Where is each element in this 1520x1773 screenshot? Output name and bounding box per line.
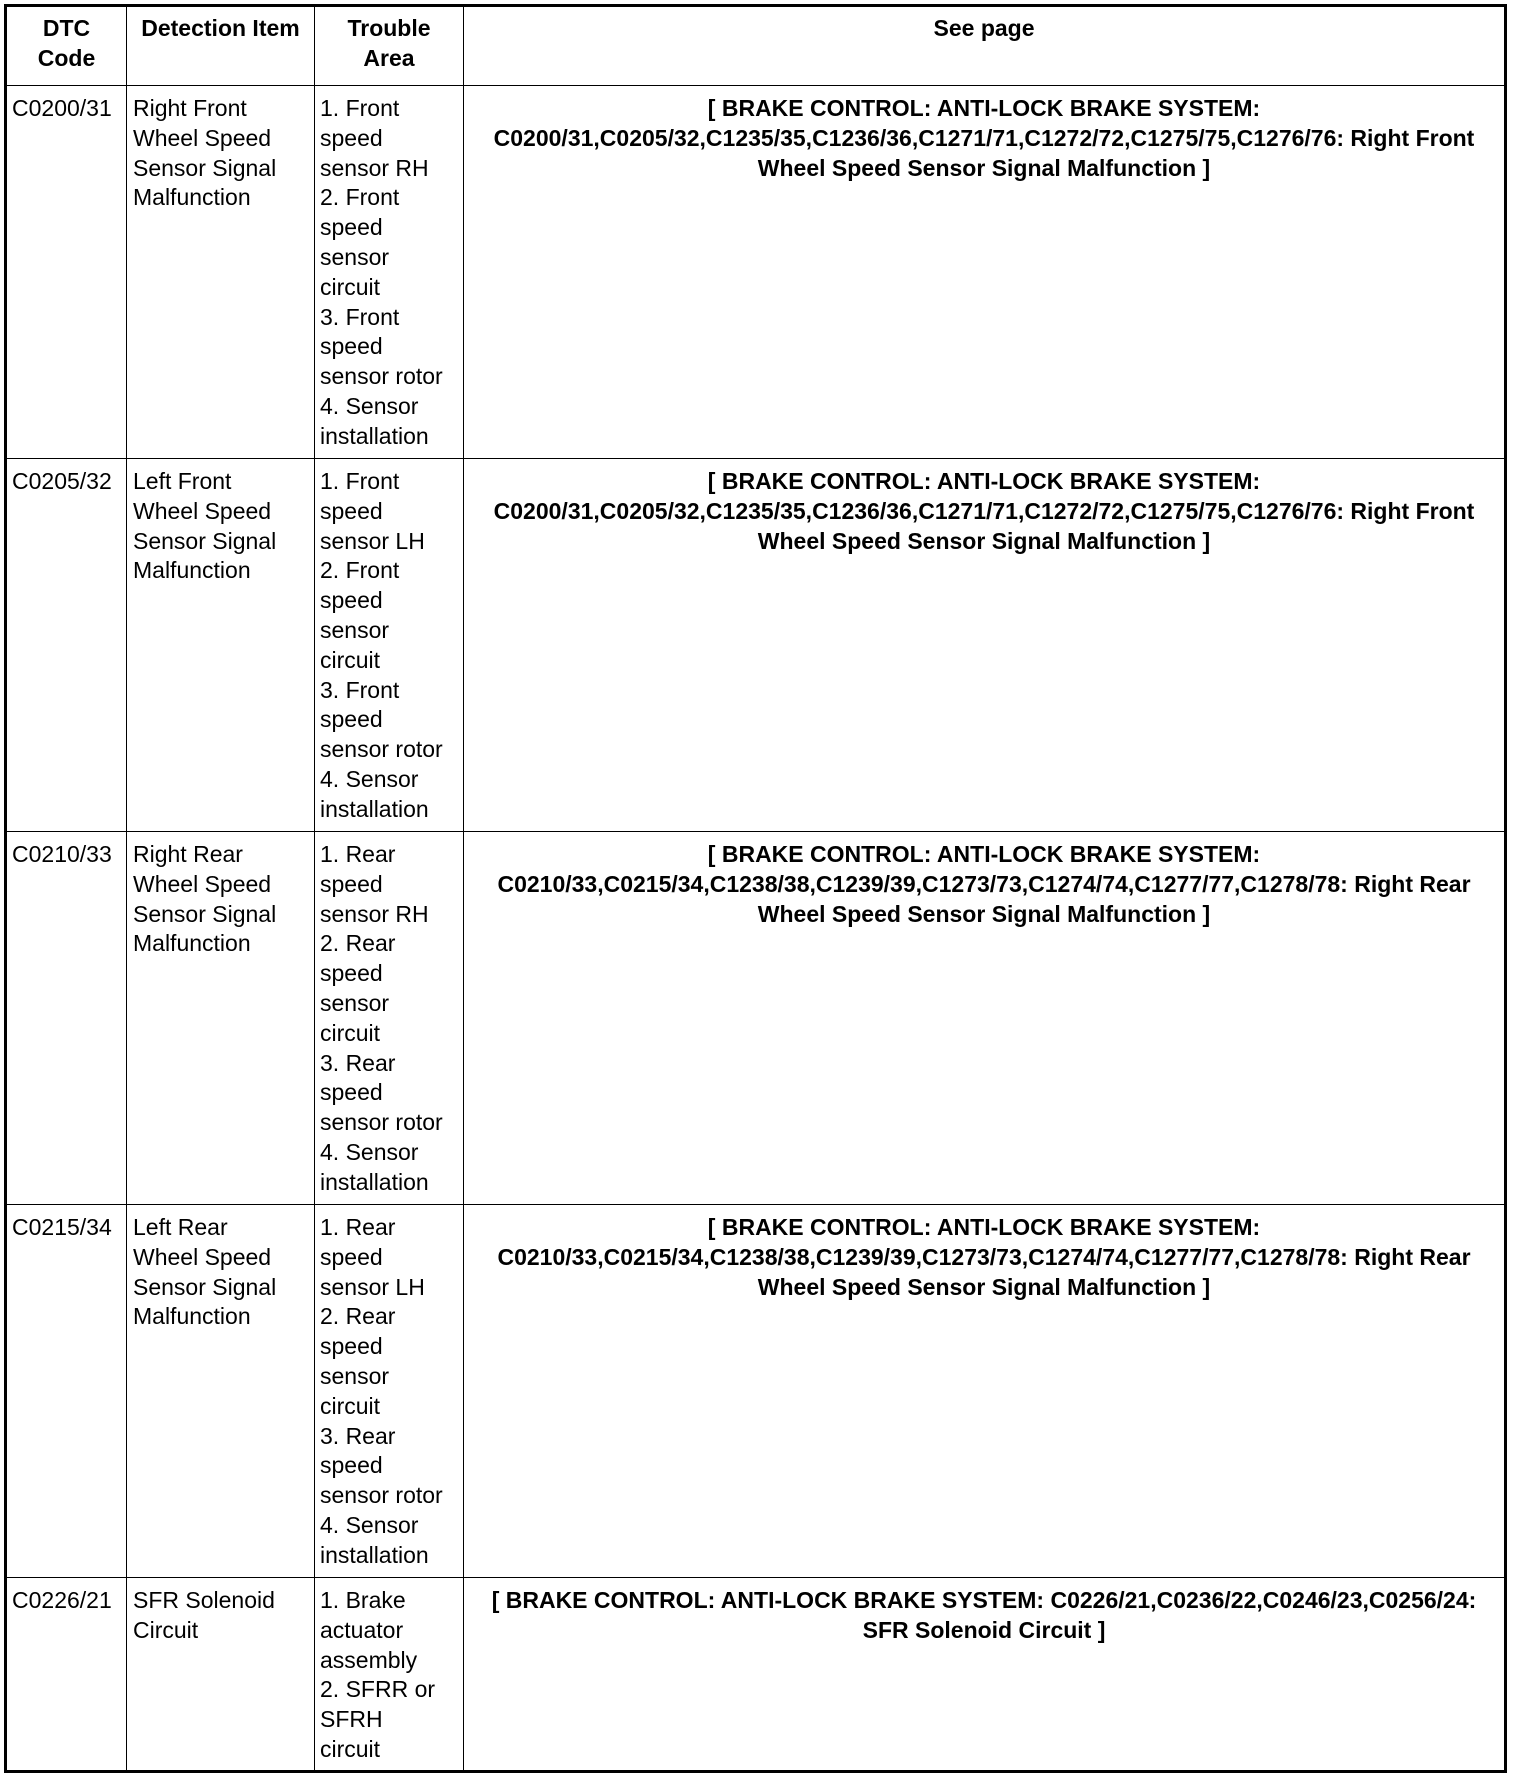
dtc-code-cell: C0215/34	[6, 1205, 127, 1578]
trouble-area-line: 1. Front	[320, 468, 400, 494]
header-trouble-area-line-2: Area	[363, 44, 415, 71]
detection-item-line: Wheel Speed	[133, 1243, 272, 1270]
dtc-code-cell: C0200/31	[6, 86, 127, 459]
trouble-area-line: sensor	[320, 616, 390, 643]
trouble-area-line: circuit	[320, 646, 381, 673]
detection-item-line: Malfunction	[133, 557, 251, 584]
trouble-area-line: circuit	[320, 1735, 381, 1762]
trouble-area-line: speed	[320, 1452, 383, 1479]
trouble-area-line: sensor LH	[320, 1273, 425, 1300]
trouble-area-line: 1. Front	[320, 95, 400, 121]
header-see-page-line-1: See page	[933, 15, 1035, 41]
header-detection-item-line-1: Detection Item	[141, 15, 300, 41]
detection-item-line: Wheel Speed	[133, 870, 272, 897]
detection-item-line: Sensor Signal	[133, 154, 277, 181]
table-row	[6, 1578, 1506, 1772]
see-page-cell	[464, 86, 1506, 459]
detection-item-line: Right Rear	[133, 841, 243, 867]
trouble-area-cell	[315, 1578, 464, 1772]
see-page-cell	[464, 459, 1506, 832]
trouble-area-line: speed	[320, 587, 383, 614]
trouble-area-line: sensor LH	[320, 527, 425, 554]
detection-item-line: Wheel Speed	[133, 124, 272, 151]
trouble-area-cell	[315, 1205, 464, 1578]
header-detection-item	[127, 6, 315, 86]
see-page-reference: [ BRAKE CONTROL: ANTI-LOCK BRAKE SYSTEM: C0200/31,C0205/32,C1235/35,C1236/36,C1271/71,C1272/72,C1275/75,C1276/76: Right Front Wheel Speed Sensor Signal Malfunction ]	[493, 468, 1475, 554]
trouble-area-line: 4. Sensor	[320, 392, 419, 419]
header-trouble-area-line-1: Trouble	[347, 15, 431, 41]
see-page-reference: [ BRAKE CONTROL: ANTI-LOCK BRAKE SYSTEM: C0200/31,C0205/32,C1235/35,C1236/36,C1271/71,C1272/72,C1275/75,C1276/76: Right Front Wheel Speed Sensor Signal Malfunction ]	[493, 95, 1475, 181]
trouble-area-line: installation	[320, 795, 429, 822]
table-row	[6, 832, 1506, 1205]
trouble-area-line: circuit	[320, 273, 381, 300]
trouble-area-line: 2. Rear	[320, 930, 396, 957]
trouble-area-line: 2. SFRR or	[320, 1676, 436, 1703]
detection-item-line: Malfunction	[133, 930, 251, 957]
detection-item-line: Left Rear	[133, 1214, 228, 1240]
header-trouble-area	[315, 6, 464, 86]
trouble-area-line: installation	[320, 1541, 429, 1568]
trouble-area-line: sensor RH	[320, 154, 429, 181]
trouble-area-line: 2. Front	[320, 557, 400, 584]
see-page-reference: [ BRAKE CONTROL: ANTI-LOCK BRAKE SYSTEM: C0226/21,C0236/22,C0246/23,C0256/24: SFR Solenoid Circuit ]	[491, 1587, 1477, 1643]
trouble-area-line: sensor RH	[320, 900, 429, 927]
detection-item-line: Left Front	[133, 468, 232, 494]
detection-item-cell	[127, 1578, 315, 1772]
trouble-area-line: installation	[320, 422, 429, 449]
trouble-area-line: SFRH	[320, 1706, 383, 1733]
see-page-cell	[464, 832, 1506, 1205]
see-page-cell	[464, 1578, 1506, 1772]
detection-item-cell	[127, 832, 315, 1205]
trouble-area-line: speed	[320, 124, 383, 151]
trouble-area-line: 4. Sensor	[320, 1138, 419, 1165]
table-header	[6, 6, 1506, 86]
trouble-area-line: assembly	[320, 1646, 418, 1673]
detection-item-line: Sensor Signal	[133, 900, 277, 927]
table-body	[6, 86, 1506, 1772]
detection-item-line: Sensor Signal	[133, 527, 277, 554]
header-dtc-code-line-1: DTC	[42, 15, 91, 41]
trouble-area-line: 3. Rear	[320, 1422, 396, 1449]
table-row	[6, 459, 1506, 832]
trouble-area-line: 1. Rear	[320, 1214, 396, 1240]
detection-item-line: SFR Solenoid	[133, 1587, 275, 1613]
table-row	[6, 86, 1506, 459]
header-see-page	[464, 6, 1506, 86]
see-page-reference: [ BRAKE CONTROL: ANTI-LOCK BRAKE SYSTEM: C0210/33,C0215/34,C1238/38,C1239/39,C1273/73,C1274/74,C1277/77,C1278/78: Right Rear Wheel Speed Sensor Signal Malfunction ]	[497, 841, 1471, 927]
header-dtc-code	[6, 6, 127, 86]
trouble-area-line: 3. Rear	[320, 1049, 396, 1076]
see-page-cell	[464, 1205, 1506, 1578]
trouble-area-line: sensor	[320, 243, 390, 270]
detection-item-line: Sensor Signal	[133, 1273, 277, 1300]
dtc-table	[4, 4, 1507, 1773]
trouble-area-line: speed	[320, 1079, 383, 1106]
detection-item-line: Right Front	[133, 95, 247, 121]
trouble-area-line: 2. Front	[320, 184, 400, 211]
trouble-area-cell	[315, 459, 464, 832]
table-row	[6, 1205, 1506, 1578]
dtc-code-cell: C0205/32	[6, 459, 127, 832]
trouble-area-line: speed	[320, 497, 383, 524]
dtc-code-cell: C0210/33	[6, 832, 127, 1205]
trouble-area-line: 2. Rear	[320, 1303, 396, 1330]
trouble-area-line: sensor rotor	[320, 1482, 443, 1509]
detection-item-line: Malfunction	[133, 1303, 251, 1330]
trouble-area-cell	[315, 832, 464, 1205]
detection-item-cell	[127, 459, 315, 832]
trouble-area-line: actuator	[320, 1616, 404, 1643]
trouble-area-line: speed	[320, 960, 383, 987]
trouble-area-line: speed	[320, 1333, 383, 1360]
trouble-area-line: 4. Sensor	[320, 1511, 419, 1538]
detection-item-line: Malfunction	[133, 184, 251, 211]
header-dtc-code-line-2: Code	[37, 44, 96, 71]
trouble-area-line: sensor rotor	[320, 363, 443, 390]
trouble-area-line: sensor rotor	[320, 736, 443, 763]
detection-item-cell	[127, 86, 315, 459]
see-page-reference: [ BRAKE CONTROL: ANTI-LOCK BRAKE SYSTEM: C0210/33,C0215/34,C1238/38,C1239/39,C1273/73,C1274/74,C1277/77,C1278/78: Right Rear Wheel Speed Sensor Signal Malfunction ]	[497, 1214, 1471, 1300]
trouble-area-line: installation	[320, 1168, 429, 1195]
trouble-area-line: sensor	[320, 1362, 390, 1389]
trouble-area-line: sensor rotor	[320, 1109, 443, 1136]
trouble-area-line: speed	[320, 870, 383, 897]
trouble-area-line: circuit	[320, 1019, 381, 1046]
dtc-code-cell: C0226/21	[6, 1578, 127, 1772]
trouble-area-line: 1. Brake	[320, 1587, 406, 1613]
trouble-area-line: 3. Front	[320, 676, 400, 703]
trouble-area-line: speed	[320, 214, 383, 241]
trouble-area-line: 1. Rear	[320, 841, 396, 867]
trouble-area-line: speed	[320, 333, 383, 360]
trouble-area-line: speed	[320, 1243, 383, 1270]
detection-item-cell	[127, 1205, 315, 1578]
trouble-area-line: 4. Sensor	[320, 765, 419, 792]
trouble-area-line: speed	[320, 706, 383, 733]
detection-item-line: Wheel Speed	[133, 497, 272, 524]
trouble-area-cell	[315, 86, 464, 459]
header-row	[6, 6, 1506, 86]
trouble-area-line: sensor	[320, 989, 390, 1016]
detection-item-line: Circuit	[133, 1616, 199, 1643]
trouble-area-line: 3. Front	[320, 303, 400, 330]
trouble-area-line: circuit	[320, 1392, 381, 1419]
